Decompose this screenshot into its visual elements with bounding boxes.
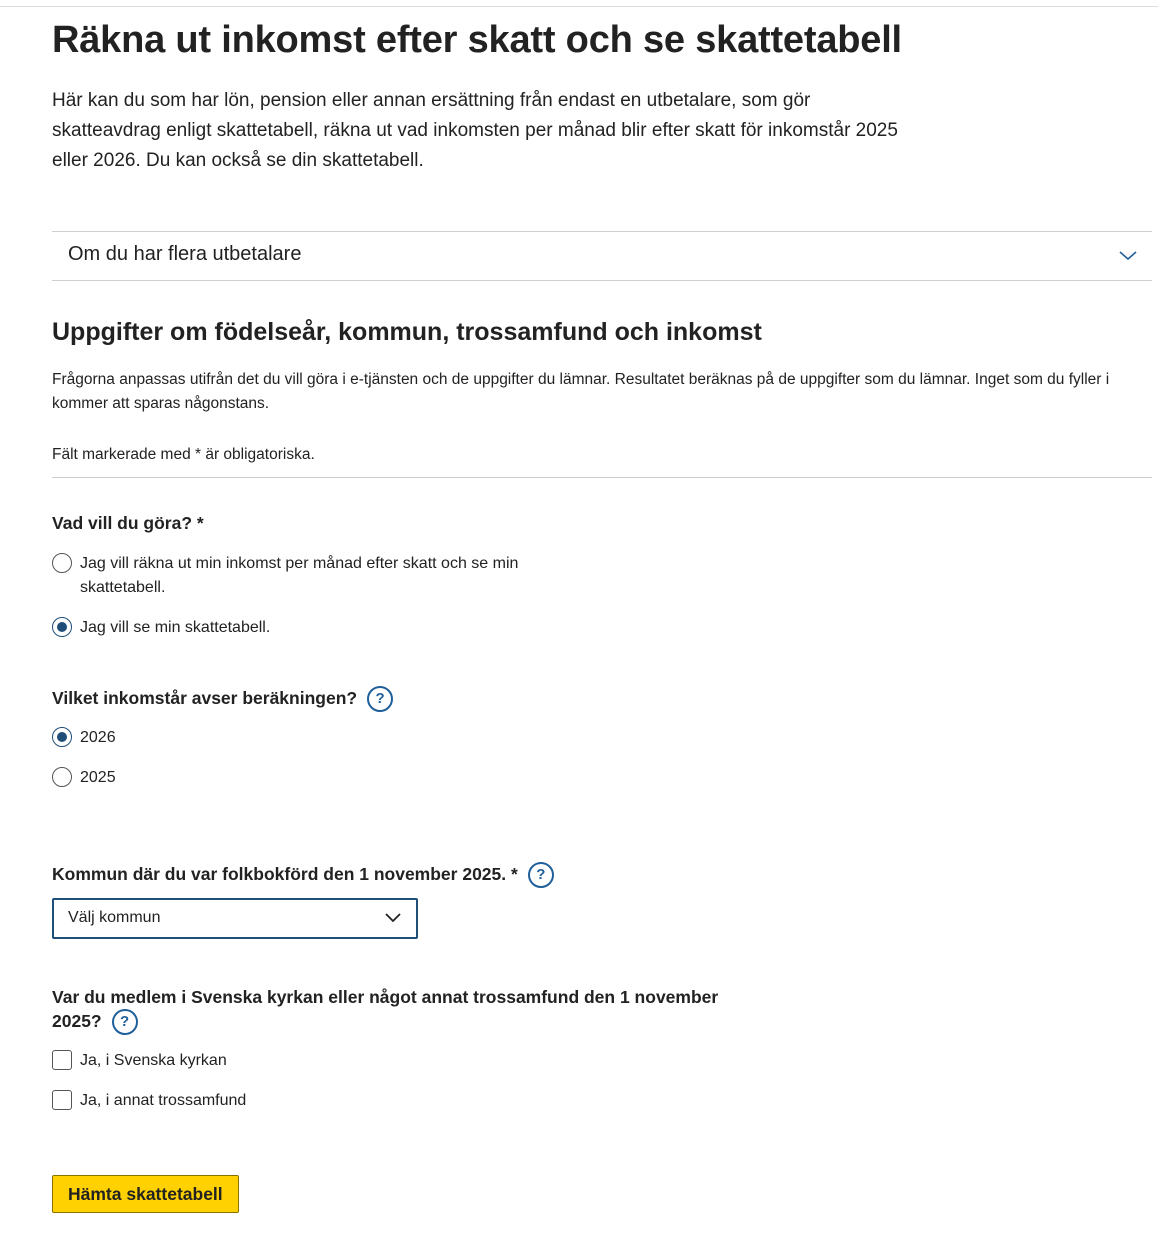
radio-button-checked[interactable] [52,727,72,747]
municipality-question [52,862,554,888]
chevron-down-icon [1118,248,1138,262]
help-icon[interactable]: ? [112,1009,138,1035]
municipality-select[interactable] [52,898,418,939]
top-divider [0,6,1158,7]
checkbox[interactable] [52,1050,72,1070]
income-year-question [52,686,393,712]
checkbox-option-annat-trossamfund[interactable] [52,1089,246,1113]
church-label-line1: Var du medlem i Svenska kyrkan eller något annat trossamfund den 1 november [52,987,719,1007]
checkbox-option-label: Ja, i annat trossamfund [80,1092,247,1109]
get-tax-table-button[interactable]: Hämta skattetabell [52,1175,239,1213]
help-icon[interactable]: ? [367,686,393,712]
required-note: Fält markerade med * är obligatoriska. [52,446,315,463]
page-intro: Här kan du som har lön, pension eller annan ersättning från endast en utbetalare, som gör skatteavdrag enligt skattetabell, räkna ut vad inkomsten per månad blir efter skatt för inkomstår 2025 eller 2026. Du kan också se din skattetabell. [52,90,898,171]
radio-button-checked[interactable] [52,617,72,637]
radio-option-see-table[interactable] [52,616,270,640]
radio-option-label: 2026 [80,729,116,746]
radio-option-2026[interactable] [52,726,116,750]
radio-option-calculate[interactable] [52,552,552,600]
church-label-line2-row [52,1009,718,1035]
checkbox-option-svenska-kyrkan[interactable] [52,1049,227,1073]
checkbox-option-label: Ja, i Svenska kyrkan [80,1052,227,1069]
accordion-multiple-payers[interactable] [52,231,1152,281]
radio-button[interactable] [52,553,72,573]
radio-option-label: Jag vill räkna ut min inkomst per månad efter skatt och se min skattetabell. [80,555,519,596]
church-label-line2: 2025? [52,1011,102,1031]
church-question [52,985,718,1035]
form-description: Frågorna anpassas utifrån det du vill göra i e-tjänsten och de uppgifter du lämnar. Resultatet beräknas på de uppgifter som du lämnar. Inget som du fyller i kommer att sparas någonstans. [52,371,1110,412]
municipality-select-value: Välj kommun [68,909,161,926]
accordion-title: Om du har flera utbetalare [68,243,302,265]
checkbox[interactable] [52,1090,72,1110]
radio-option-label: 2025 [80,769,116,786]
form-heading: Uppgifter om födelseår, kommun, trossamfund och inkomst [52,318,762,346]
chevron-down-icon [384,912,402,924]
radio-option-2025[interactable] [52,766,116,790]
page-title: Räkna ut inkomst efter skatt och se skattetabell [52,19,902,61]
radio-option-label: Jag vill se min skattetabell. [80,619,271,636]
action-question-label: Vad vill du göra? * [52,513,204,533]
income-year-label: Vilket inkomstår avser beräkningen? [52,688,358,708]
form-divider [52,477,1152,478]
municipality-label: Kommun där du var folkbokförd den 1 november 2025. * [52,864,518,884]
help-icon[interactable]: ? [528,862,554,888]
radio-button[interactable] [52,767,72,787]
